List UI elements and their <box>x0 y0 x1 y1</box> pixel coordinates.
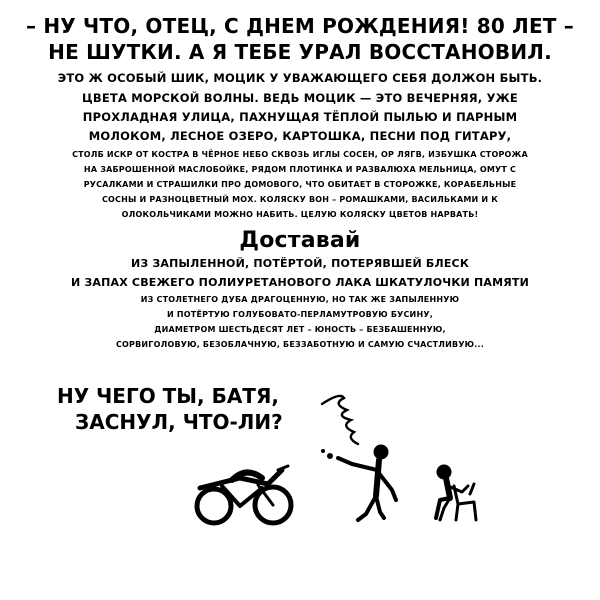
text-line-7: СТОЛБ ИСКР ОТ КОСТРА В ЧЁРНОЕ НЕБО СКВОЗЬ ИГЛЫ СОСЕН, ОР ЛЯГВ, ИЗБУШКА СТОРОЖА <box>72 150 528 159</box>
text-line-17: ДИАМЕТРОМ ШЕСТЬДЕСЯТ ЛЕТ – ЮНОСТЬ – БЕЗБАШЕННУЮ, <box>154 325 446 334</box>
heading-dostavai: Доставай <box>239 228 361 253</box>
text-line-13: ИЗ ЗАПЫЛЕННОЙ, ПОТЁРТОЙ, ПОТЕРЯВШЕЙ БЛЕСК <box>130 257 470 270</box>
text-line-2: НЕ ШУТКИ. А Я ТЕБЕ УРАЛ ВОССТАНОВИЛ. <box>48 40 552 64</box>
speech-line-2: ЗАСНУЛ, ЧТО-ЛИ? <box>75 410 283 434</box>
text-line-4: ЦВЕТА МОРСКОЙ ВОЛНЫ. ВЕДЬ МОЦИК — ЭТО ВЕЧЕРНЯЯ, УЖЕ <box>82 91 518 105</box>
text-line-18: СОРВИГОЛОВУЮ, БЕЗОБЛАЧНУЮ, БЕЗЗАБОТНУЮ И САМУЮ СЧАСТЛИВУЮ... <box>115 340 484 349</box>
speech-tail <box>322 396 358 444</box>
text-line-10: СОСНЫ И РАЗНОЦВЕТНЫЙ МОХ. КОЛЯСКУ ВОН – РОМАШКАМИ, ВАСИЛЬКАМИ И К <box>101 195 499 204</box>
text-line-3: ЭТО Ж ОСОБЫЙ ШИК, МОЦИК У УВАЖАЮЩЕГО СЕБЯ ДОЛЖОН БЫТЬ. <box>57 71 543 85</box>
son-figure-icon <box>322 445 397 520</box>
text-line-6: МОЛОКОМ, ЛЕСНОЕ ОЗЕРО, КАРТОШКА, ПЕСНИ ПОД ГИТАРУ, <box>88 129 512 143</box>
text-line-9: РУСАЛКАМИ И СТРАШИЛКИ ПРО ДОМОВОГО, ЧТО ОБИТАЕТ В СТОРОЖКЕ, КОРАБЕЛЬНЫЕ <box>83 180 517 189</box>
text-line-5: ПРОХЛАДНАЯ УЛИЦА, ПАХНУЩАЯ ТЁПЛОЙ ПЫЛЬЮ И ПАРНЫМ <box>82 110 518 124</box>
text-line-14: И ЗАПАХ СВЕЖЕГО ПОЛИУРЕТАНОВОГО ЛАКА ШКАТУЛОЧКИ ПАМЯТИ <box>70 276 530 289</box>
father-figure-icon <box>436 465 476 520</box>
text-line-1: – НУ ЧТО, ОТЕЦ, С ДНЕМ РОЖДЕНИЯ! 80 ЛЕТ – <box>25 14 575 38</box>
speech-line-1: НУ ЧЕГО ТЫ, БАТЯ, <box>57 384 279 408</box>
motorcycle-icon <box>197 466 291 523</box>
text-line-11: ОЛОКОЛЬЧИКАМИ МОЖНО НАБИТЬ. ЦЕЛУЮ КОЛЯСКУ ЦВЕТОВ НАРВАТЬ! <box>121 210 479 219</box>
text-line-8: НА ЗАБРОШЕННОЙ МАСЛОБОЙКЕ, РЯДОМ ПЛОТИНКА И РАЗВАЛЮХА МЕЛЬНИЦА, ОМУТ С <box>83 165 517 174</box>
text-line-15: ИЗ СТОЛЕТНЕГО ДУБА ДРАГОЦЕННУЮ, НО ТАК ЖЕ ЗАПЫЛЕННУЮ <box>140 295 460 304</box>
text-line-16: И ПОТЁРТУЮ ГОЛУБОВАТО-ПЕРЛАМУТРОВУЮ БУСИНУ, <box>167 310 433 319</box>
